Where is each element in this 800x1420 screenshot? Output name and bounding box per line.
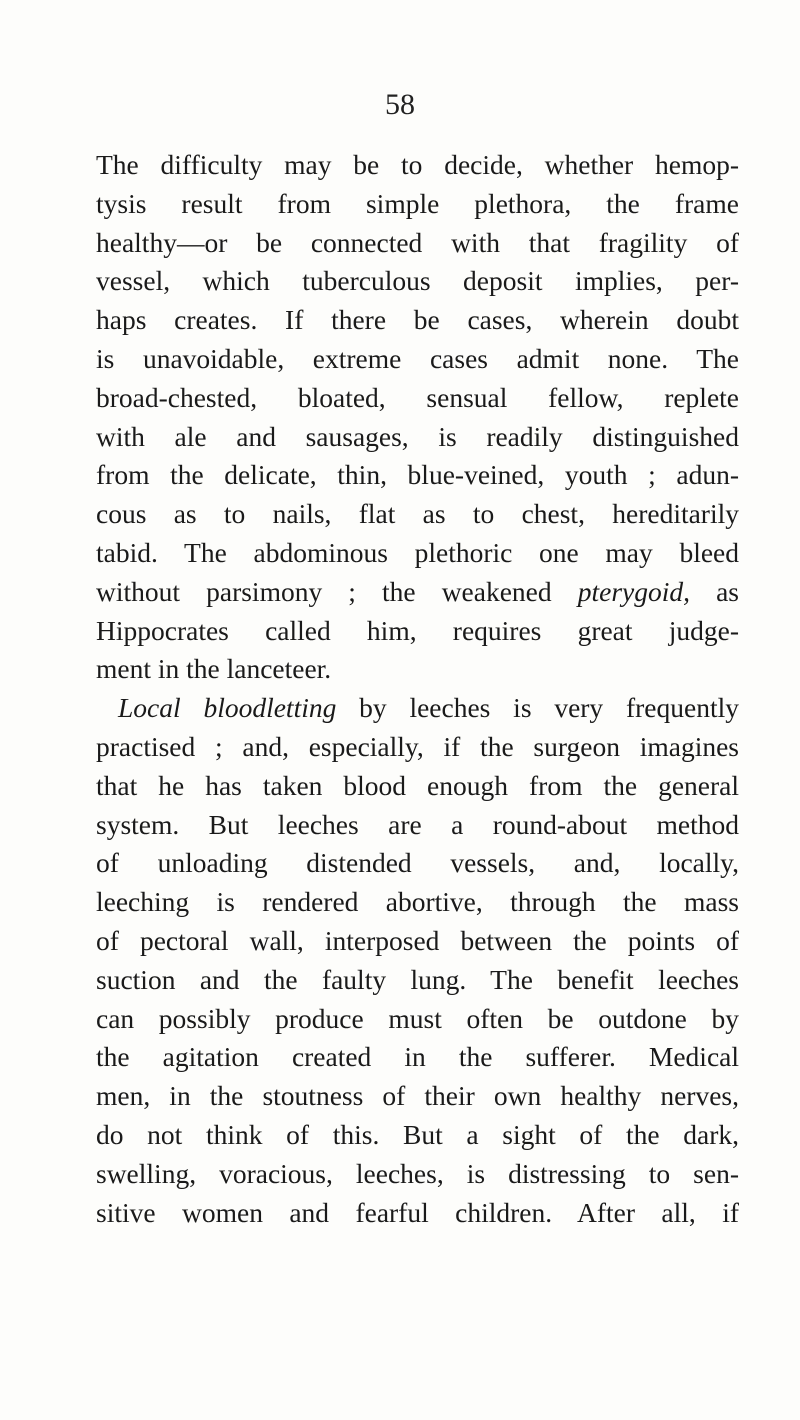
- text-segment: swelling, voracious, leeches, is distressing to sen-: [96, 1157, 739, 1189]
- text-line: [96, 1194, 739, 1233]
- text-line: [96, 1000, 739, 1039]
- text-line: [96, 262, 739, 301]
- text-segment: men, in the stoutness of their own healthy nerves,: [96, 1080, 739, 1112]
- text-segment: ment in the lanceteer.: [96, 653, 332, 685]
- text-line: [96, 689, 739, 728]
- text-line: [96, 844, 739, 883]
- text-segment: with ale and sausages, is readily distinguished: [96, 420, 739, 452]
- text-segment: The difficulty may be to decide, whether hemop-: [96, 149, 739, 180]
- italic-text: Local bloodletting: [118, 692, 337, 724]
- text-line: [96, 146, 739, 185]
- text-line: [96, 340, 739, 379]
- text-line: [96, 1038, 739, 1077]
- text-line: [96, 806, 739, 845]
- text-segment: that he has taken blood enough from the general: [96, 769, 739, 801]
- text-segment: practised ; and, especially, if the surgeon imagines: [96, 730, 739, 762]
- text-line: [96, 728, 739, 767]
- text-segment: Hippocrates called him, requires great judge-: [96, 614, 739, 646]
- text-segment: can possibly produce must often be outdone by: [96, 1002, 739, 1034]
- text-segment: do not think of this. But a sight of the dark,: [96, 1118, 739, 1150]
- body-text: [96, 146, 739, 1232]
- text-segment: leeching is rendered abortive, through the mass: [96, 886, 739, 918]
- text-line: [96, 922, 739, 961]
- text-segment: of unloading distended vessels, and, locally,: [96, 847, 739, 879]
- text-segment: tabid. The abdominous plethoric one may bleed: [96, 536, 739, 568]
- text-line: [96, 418, 739, 457]
- text-segment: vessel, which tuberculous deposit implies, per-: [96, 265, 739, 297]
- text-segment: without parsimony ; the weakened: [96, 575, 578, 607]
- text-segment: by leeches is very frequently: [336, 692, 739, 724]
- text-line: [96, 573, 739, 612]
- text-segment: haps creates. If there be cases, wherein doubt: [96, 304, 739, 336]
- text-line: [96, 495, 739, 534]
- text-segment: as: [690, 575, 739, 607]
- text-segment: system. But leeches are a round-about method: [96, 808, 739, 840]
- text-segment: suction and the faulty lung. The benefit leeches: [96, 963, 739, 995]
- text-line: [96, 767, 739, 806]
- text-segment: the agitation created in the sufferer. Medical: [96, 1041, 739, 1073]
- text-line: [96, 650, 739, 689]
- text-segment: cous as to nails, flat as to chest, hereditarily: [96, 498, 739, 530]
- text-line: [96, 612, 739, 651]
- text-line: [96, 185, 739, 224]
- text-segment: sitive women and fearful children. After all, if: [96, 1196, 739, 1228]
- text-segment: of pectoral wall, interposed between the points of: [96, 924, 739, 956]
- text-segment: tysis result from simple plethora, the frame: [96, 187, 739, 219]
- text-line: [96, 301, 739, 340]
- text-line: [96, 534, 739, 573]
- text-line: [96, 1116, 739, 1155]
- text-line: [96, 1077, 739, 1116]
- page-number: 58: [385, 88, 415, 121]
- text-line: [96, 883, 739, 922]
- text-segment: from the delicate, thin, blue-veined, youth ; adun-: [96, 459, 739, 491]
- text-line: [96, 224, 739, 263]
- text-line: [96, 1155, 739, 1194]
- text-segment: broad-chested, bloated, sensual fellow, replete: [96, 381, 739, 413]
- text-line: [96, 961, 739, 1000]
- text-line: [96, 379, 739, 418]
- italic-text: pterygoid,: [577, 575, 690, 607]
- text-line: [96, 456, 739, 495]
- text-segment: is unavoidable, extreme cases admit none. The: [96, 342, 739, 374]
- text-segment: healthy—or be connected with that fragility of: [96, 226, 739, 258]
